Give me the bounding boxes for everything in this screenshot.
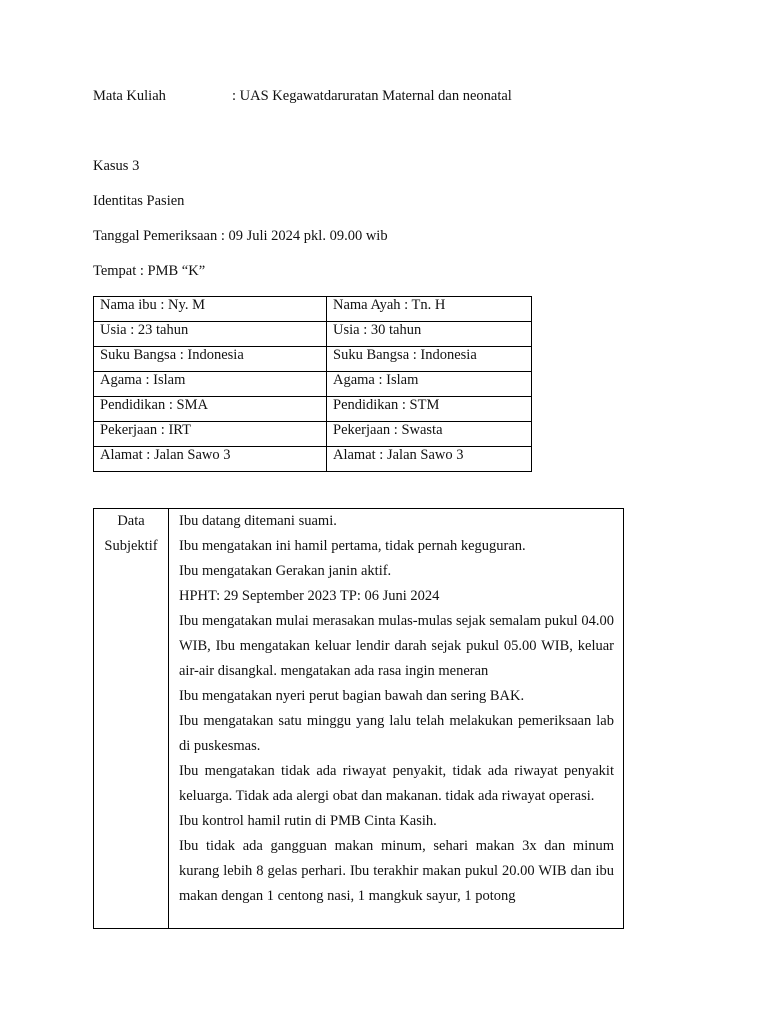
course-label: Mata Kuliah xyxy=(93,88,166,104)
subjective-paragraphs xyxy=(179,509,614,909)
subjective-data-table xyxy=(93,508,624,929)
exam-date: Tanggal Pemeriksaan : 09 Juli 2024 pkl. 09.00 wib xyxy=(93,228,388,244)
subjective-paragraph: Ibu datang ditemani suami. xyxy=(179,513,337,529)
subjective-paragraph: Ibu mengatakan satu minggu yang lalu telah melakukan pemeriksaan lab di puskesmas. xyxy=(179,713,614,754)
subjective-label-cell xyxy=(94,509,169,929)
identity-row xyxy=(94,422,532,447)
father-cell: Usia : 30 tahun xyxy=(327,322,532,347)
subjective-row xyxy=(94,509,624,929)
exam-place: Tempat : PMB “K” xyxy=(93,263,206,279)
subjective-paragraph: Ibu kontrol hamil rutin di PMB Cinta Kasih. xyxy=(179,813,437,829)
identity-row xyxy=(94,322,532,347)
subjective-paragraph: Ibu mengatakan Gerakan janin aktif. xyxy=(179,563,392,579)
mother-cell: Nama ibu : Ny. M xyxy=(94,297,327,322)
subjective-paragraph: Ibu mengatakan nyeri perut bagian bawah dan sering BAK. xyxy=(179,688,525,704)
identity-row xyxy=(94,447,532,472)
subjective-paragraph: HPHT: 29 September 2023 TP: 06 Juni 2024 xyxy=(179,588,440,604)
subjective-paragraph: Ibu mengatakan mulai merasakan mulas-mulas sejak semalam pukul 04.00 WIB, Ibu mengatakan keluar lendir darah sejak pukul 05.00 WIB, keluar air-air disangkal. mengatakan ada rasa ingin meneran xyxy=(179,613,614,679)
mother-cell: Pendidikan : SMA xyxy=(94,397,327,422)
subjective-paragraph: Ibu tidak ada gangguan makan minum, sehari makan 3x dan minum kurang lebih 8 gelas perhari. Ibu terakhir makan pukul 20.00 WIB dan ibu makan dengan 1 centong nasi, 1 mangkuk sayur, 1 potong xyxy=(179,838,614,904)
course-value: : UAS Kegawatdaruratan Maternal dan neonatal xyxy=(232,88,512,104)
mother-cell: Usia : 23 tahun xyxy=(94,322,327,347)
identity-row xyxy=(94,347,532,372)
father-cell: Pendidikan : STM xyxy=(327,397,532,422)
subjective-paragraph: Ibu mengatakan ini hamil pertama, tidak pernah keguguran. xyxy=(179,538,526,554)
identity-row xyxy=(94,297,532,322)
mother-cell: Alamat : Jalan Sawo 3 xyxy=(94,447,327,472)
subjective-content-cell xyxy=(169,509,624,929)
identity-row xyxy=(94,372,532,397)
mother-cell: Agama : Islam xyxy=(94,372,327,397)
identity-row xyxy=(94,397,532,422)
father-cell: Agama : Islam xyxy=(327,372,532,397)
identity-table xyxy=(93,296,532,472)
father-cell: Suku Bangsa : Indonesia xyxy=(327,347,532,372)
identity-heading: Identitas Pasien xyxy=(93,193,185,209)
father-cell: Alamat : Jalan Sawo 3 xyxy=(327,447,532,472)
father-cell: Pekerjaan : Swasta xyxy=(327,422,532,447)
mother-cell: Suku Bangsa : Indonesia xyxy=(94,347,327,372)
subjective-label-line1: Data xyxy=(117,513,145,529)
father-cell: Nama Ayah : Tn. H xyxy=(327,297,532,322)
mother-cell: Pekerjaan : IRT xyxy=(94,422,327,447)
subjective-paragraph: Ibu mengatakan tidak ada riwayat penyakit, tidak ada riwayat penyakit keluarga. Tidak ada alergi obat dan makanan. tidak ada riwayat operasi. xyxy=(179,763,614,804)
case-title: Kasus 3 xyxy=(93,158,140,174)
subjective-label-line2: Subjektif xyxy=(104,538,158,554)
